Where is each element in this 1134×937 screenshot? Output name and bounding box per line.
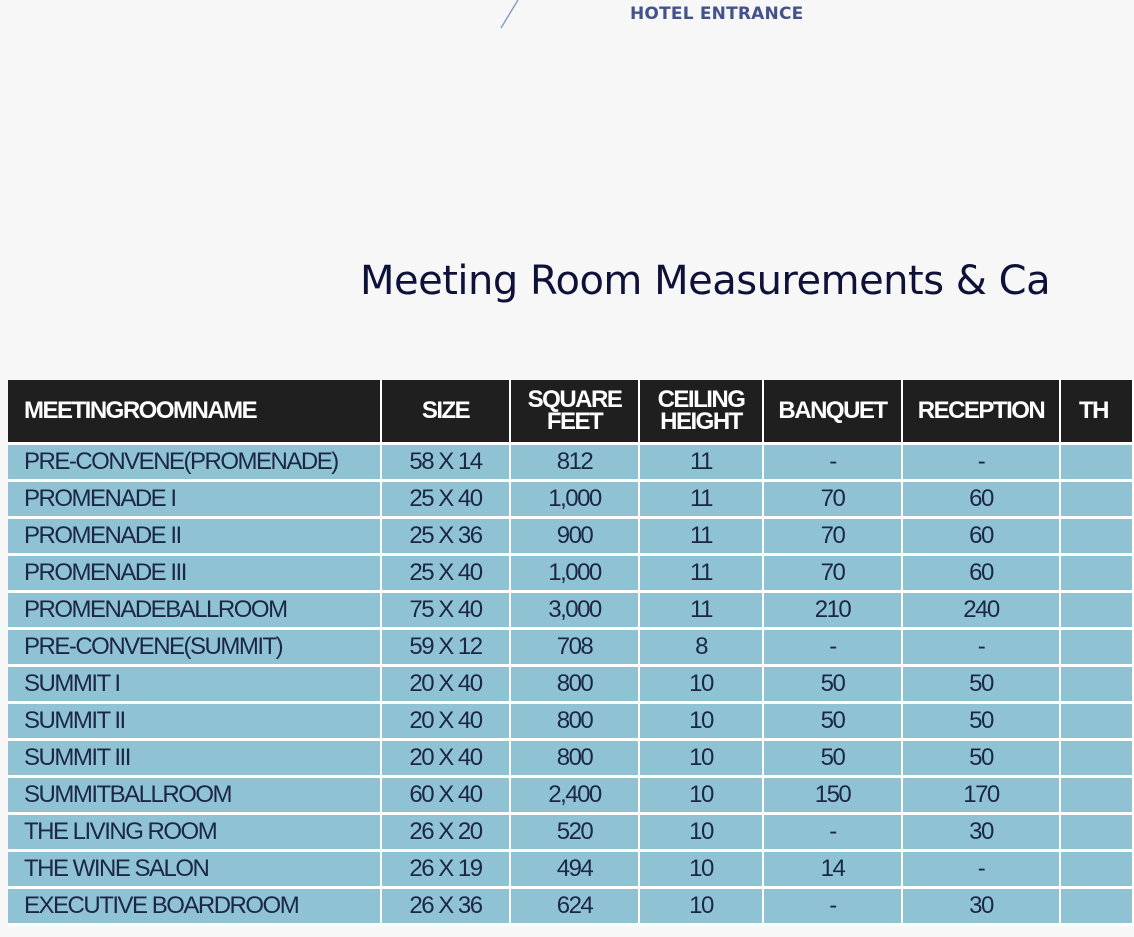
- cell-room-name: SUMMIT III: [8, 740, 381, 777]
- cell-theater: [1060, 814, 1133, 851]
- cell-size: 25 X 40: [381, 555, 510, 592]
- cell-banquet: -: [763, 888, 902, 925]
- cell-size: 59 X 12: [381, 629, 510, 666]
- cell-banquet: 14: [763, 851, 902, 888]
- cell-size: 26 X 20: [381, 814, 510, 851]
- cell-theater: [1060, 592, 1133, 629]
- table-row: [8, 777, 1133, 814]
- cell-reception: 50: [902, 666, 1060, 703]
- cell-square-feet: 900: [510, 518, 639, 555]
- cell-banquet: -: [763, 444, 902, 481]
- cell-room-name: EXECUTIVE BOARDROOM: [8, 888, 381, 925]
- cell-room-name: PROMENADE II: [8, 518, 381, 555]
- header-room-name: MEETINGROOMNAME: [8, 380, 381, 444]
- cell-room-name: PRE-CONVENE(PROMENADE): [8, 444, 381, 481]
- cell-banquet: -: [763, 814, 902, 851]
- header-size: SIZE: [381, 380, 510, 444]
- cell-reception: -: [902, 851, 1060, 888]
- table-row: [8, 851, 1133, 888]
- cell-theater: [1060, 888, 1133, 925]
- table-row: [8, 592, 1133, 629]
- cell-theater: [1060, 666, 1133, 703]
- cell-size: 75 X 40: [381, 592, 510, 629]
- cell-size: 26 X 19: [381, 851, 510, 888]
- cell-reception: 30: [902, 814, 1060, 851]
- cell-reception: 170: [902, 777, 1060, 814]
- cell-banquet: 150: [763, 777, 902, 814]
- header-reception: RECEPTION: [902, 380, 1060, 444]
- cell-room-name: PRE-CONVENE(SUMMIT): [8, 629, 381, 666]
- cell-theater: [1060, 481, 1133, 518]
- cell-size: 20 X 40: [381, 666, 510, 703]
- table-row: [8, 444, 1133, 481]
- cell-banquet: 210: [763, 592, 902, 629]
- cell-ceiling-height: 10: [639, 740, 763, 777]
- table-row: [8, 814, 1133, 851]
- cell-square-feet: 2,400: [510, 777, 639, 814]
- cell-reception: 50: [902, 703, 1060, 740]
- cell-square-feet: 800: [510, 666, 639, 703]
- cell-square-feet: 708: [510, 629, 639, 666]
- cell-ceiling-height: 11: [639, 481, 763, 518]
- cell-square-feet: 1,000: [510, 555, 639, 592]
- cell-square-feet: 1,000: [510, 481, 639, 518]
- cell-reception: 240: [902, 592, 1060, 629]
- table-header-row: [8, 380, 1133, 444]
- header-ceiling-height: [639, 380, 763, 444]
- cell-size: 25 X 36: [381, 518, 510, 555]
- cell-theater: [1060, 629, 1133, 666]
- table-row: [8, 703, 1133, 740]
- cell-square-feet: 800: [510, 703, 639, 740]
- cell-room-name: PROMENADE III: [8, 555, 381, 592]
- page-title: Meeting Room Measurements & Ca: [360, 258, 1051, 304]
- cell-banquet: 50: [763, 703, 902, 740]
- cell-reception: 30: [902, 888, 1060, 925]
- cell-room-name: THE LIVING ROOM: [8, 814, 381, 851]
- cell-theater: [1060, 777, 1133, 814]
- cell-room-name: PROMENADE I: [8, 481, 381, 518]
- cell-theater: [1060, 518, 1133, 555]
- header-square-feet: [510, 380, 639, 444]
- cell-theater: [1060, 703, 1133, 740]
- cell-size: 25 X 40: [381, 481, 510, 518]
- cell-ceiling-height: 11: [639, 518, 763, 555]
- cell-square-feet: 520: [510, 814, 639, 851]
- table-row: [8, 888, 1133, 925]
- table-row: [8, 666, 1133, 703]
- cell-ceiling-height: 11: [639, 555, 763, 592]
- cell-reception: 60: [902, 555, 1060, 592]
- cell-size: 20 X 40: [381, 703, 510, 740]
- floor-plan-line: [498, 0, 528, 30]
- cell-ceiling-height: 11: [639, 444, 763, 481]
- cell-size: 60 X 40: [381, 777, 510, 814]
- cell-ceiling-height: 10: [639, 814, 763, 851]
- cell-square-feet: 624: [510, 888, 639, 925]
- header-ceiling-height-line2: HEIGHT: [660, 408, 742, 435]
- cell-square-feet: 3,000: [510, 592, 639, 629]
- cell-reception: -: [902, 444, 1060, 481]
- cell-ceiling-height: 10: [639, 703, 763, 740]
- cell-room-name: SUMMIT II: [8, 703, 381, 740]
- header-banquet: BANQUET: [763, 380, 902, 444]
- cell-banquet: 50: [763, 666, 902, 703]
- cell-banquet: 70: [763, 518, 902, 555]
- header-square-feet-line1: SQUARE: [527, 386, 622, 413]
- cell-ceiling-height: 11: [639, 592, 763, 629]
- header-square-feet-line2: FEET: [546, 408, 603, 435]
- cell-theater: [1060, 740, 1133, 777]
- cell-square-feet: 494: [510, 851, 639, 888]
- cell-size: 26 X 36: [381, 888, 510, 925]
- cell-room-name: PROMENADEBALLROOM: [8, 592, 381, 629]
- cell-theater: [1060, 555, 1133, 592]
- cell-size: 58 X 14: [381, 444, 510, 481]
- cell-banquet: -: [763, 629, 902, 666]
- cell-room-name: THE WINE SALON: [8, 851, 381, 888]
- header-ceiling-height-line1: CEILING: [657, 386, 745, 413]
- cell-ceiling-height: 10: [639, 666, 763, 703]
- table-row: [8, 481, 1133, 518]
- table-row: [8, 629, 1133, 666]
- cell-size: 20 X 40: [381, 740, 510, 777]
- cell-reception: 50: [902, 740, 1060, 777]
- cell-reception: -: [902, 629, 1060, 666]
- cell-reception: 60: [902, 518, 1060, 555]
- cell-square-feet: 812: [510, 444, 639, 481]
- table-row: [8, 740, 1133, 777]
- table-row: [8, 555, 1133, 592]
- cell-reception: 60: [902, 481, 1060, 518]
- cell-ceiling-height: 10: [639, 851, 763, 888]
- header-theater: TH: [1060, 380, 1133, 444]
- meeting-room-table: [8, 380, 1108, 937]
- table-row: [8, 518, 1133, 555]
- cell-banquet: 50: [763, 740, 902, 777]
- cell-ceiling-height: 10: [639, 777, 763, 814]
- cell-theater: [1060, 851, 1133, 888]
- cell-ceiling-height: 8: [639, 629, 763, 666]
- cell-room-name: SUMMITBALLROOM: [8, 777, 381, 814]
- cell-ceiling-height: 10: [639, 888, 763, 925]
- cell-banquet: 70: [763, 481, 902, 518]
- hotel-entrance-label: HOTEL ENTRANCE: [630, 4, 804, 24]
- cell-room-name: SUMMIT I: [8, 666, 381, 703]
- cell-square-feet: 800: [510, 740, 639, 777]
- cell-banquet: 70: [763, 555, 902, 592]
- cell-theater: [1060, 444, 1133, 481]
